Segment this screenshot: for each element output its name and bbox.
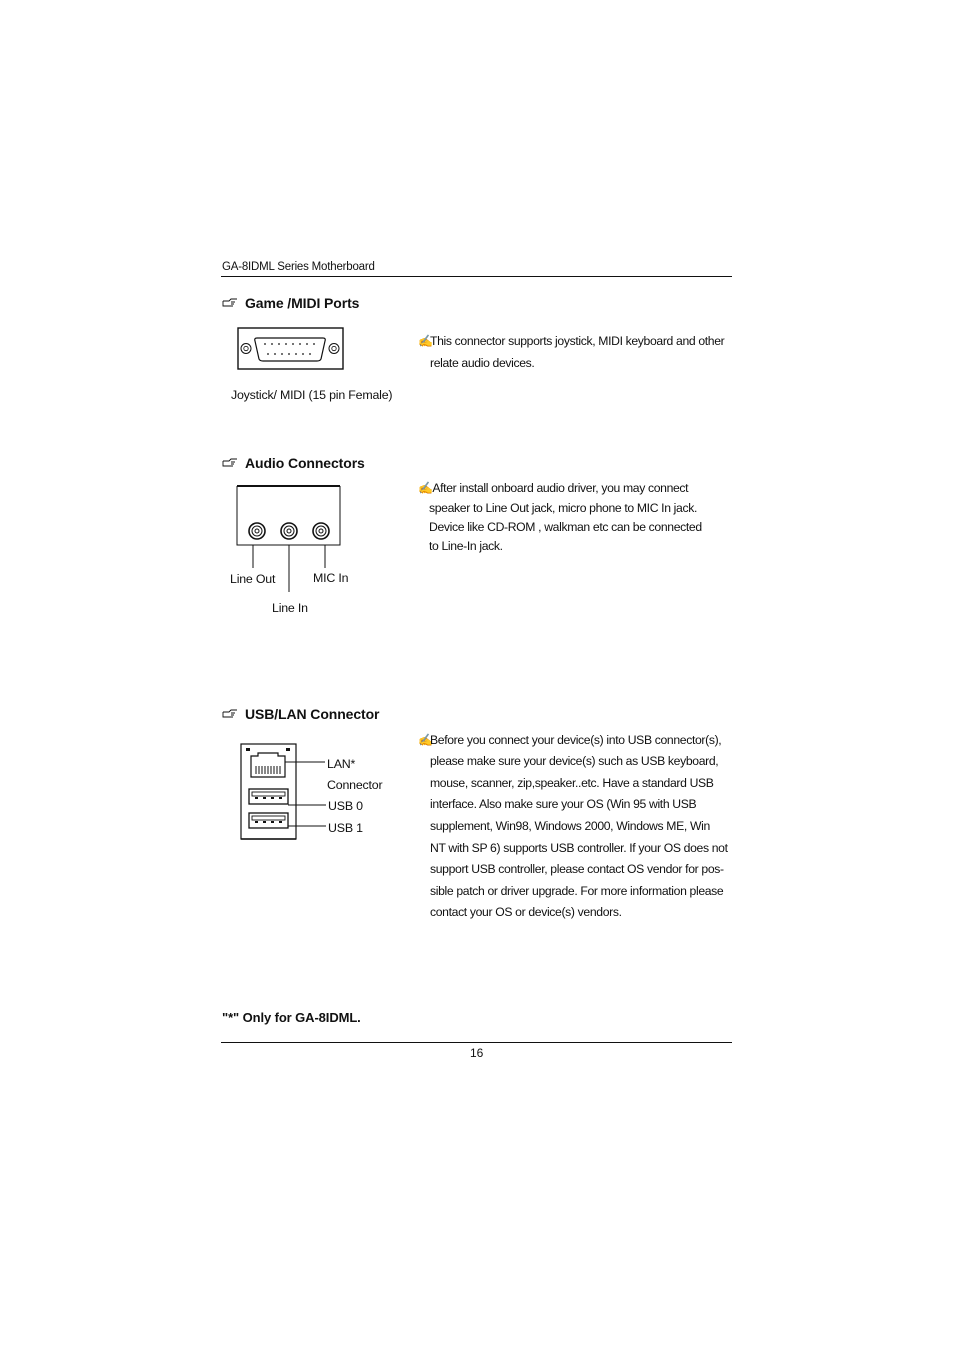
footer-rule xyxy=(221,1042,732,1043)
pointing-hand-icon xyxy=(222,457,238,469)
lan-label: LAN* xyxy=(327,757,356,771)
lan-connector-label: Connector xyxy=(327,778,383,792)
usb-lan-stack-diagram xyxy=(238,743,330,843)
usb0-label: USB 0 xyxy=(328,799,363,813)
pen-writing-icon: ✍ xyxy=(418,334,433,348)
audio-jacks-diagram xyxy=(230,484,345,614)
game-port-caption: Joystick/ MIDI (15 pin Female) xyxy=(231,388,393,402)
usb-lan-title: USB/LAN Connector xyxy=(245,706,380,722)
mic-in-label: MIC In xyxy=(313,571,349,585)
document-header: GA-8IDML Series Motherboard xyxy=(222,261,375,273)
pointing-hand-icon xyxy=(222,708,238,720)
page-number: 16 xyxy=(470,1046,484,1060)
line-out-label: Line Out xyxy=(230,572,276,586)
audio-connectors-title: Audio Connectors xyxy=(245,455,365,471)
pen-writing-icon: ✍ xyxy=(418,481,433,495)
line-in-label: Line In xyxy=(272,601,308,615)
game-port-connector-diagram xyxy=(237,327,344,370)
usb1-label: USB 1 xyxy=(328,821,363,835)
pen-writing-icon: ✍ xyxy=(418,733,433,747)
pointing-hand-icon xyxy=(222,297,238,309)
footer-note: "*" Only for GA-8IDML. xyxy=(222,1010,361,1025)
game-midi-title: Game /MIDI Ports xyxy=(245,295,360,311)
header-rule xyxy=(221,276,732,277)
